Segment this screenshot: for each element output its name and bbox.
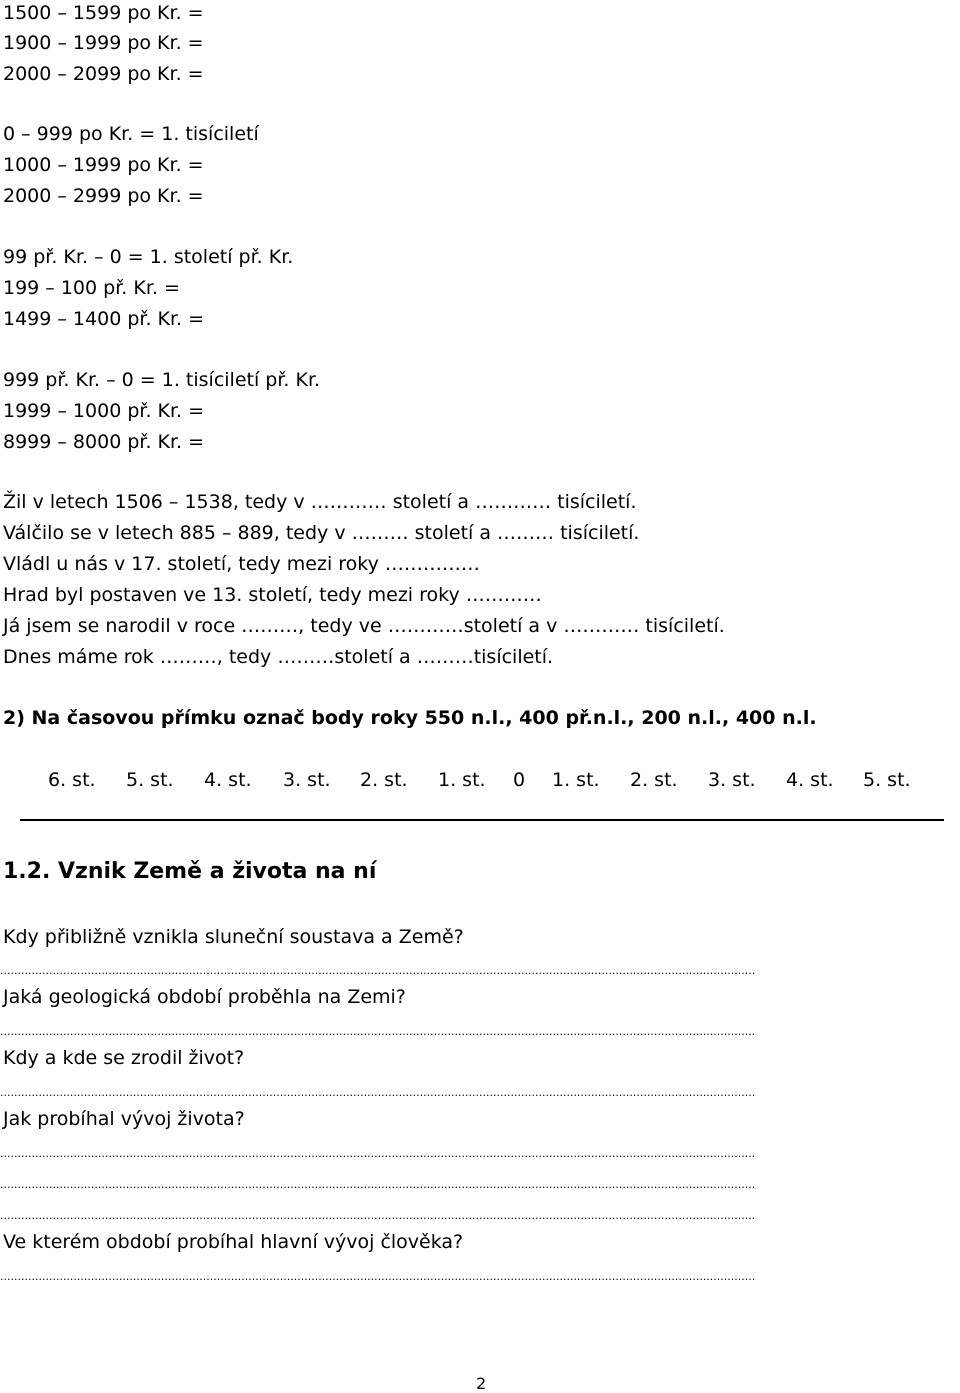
conversion-line: 1999 – 1000 př. Kr. = <box>3 400 205 422</box>
timeline-label: 5. st. <box>863 769 911 791</box>
conversion-line: 1000 – 1999 po Kr. = <box>3 154 204 176</box>
timeline-label: 1. st. <box>438 769 486 791</box>
conversion-line: 1900 – 1999 po Kr. = <box>3 32 204 54</box>
question: Jak probíhal vývoj života? <box>3 1108 245 1130</box>
timeline <box>0 768 960 792</box>
timeline-label: 5. st. <box>126 769 174 791</box>
question: Kdy přibližně vznikla sluneční soustava a Země? <box>3 926 464 948</box>
conversion-line: 1499 – 1400 př. Kr. = <box>3 308 205 330</box>
answer-line: ........................................................................................................................................................................................................................ <box>0 1028 756 1036</box>
conversion-line: 1500 – 1599 po Kr. = <box>3 2 204 24</box>
timeline-label: 1. st. <box>552 769 600 791</box>
timeline-label: 4. st. <box>204 769 252 791</box>
timeline-label: 0 <box>513 769 526 791</box>
question: Ve kterém období probíhal hlavní vývoj člověka? <box>3 1231 464 1253</box>
exercise-sentence: Válčilo se v letech 885 – 889, tedy v ……… století a ……… tisíciletí. <box>3 522 640 544</box>
answer-line: ........................................................................................................................................................................................................................ <box>0 1181 756 1189</box>
timeline-label: 3. st. <box>708 769 756 791</box>
timeline-axis <box>20 819 944 821</box>
timeline-label: 2. st. <box>360 769 408 791</box>
exercise-sentence: Já jsem se narodil v roce ………, tedy ve …………století a v ………… tisíciletí. <box>3 615 725 637</box>
page-number: 2 <box>476 1374 487 1393</box>
answer-line: ........................................................................................................................................................................................................................ <box>0 1089 756 1097</box>
conversion-line: 199 – 100 př. Kr. = <box>3 277 180 299</box>
timeline-label: 6. st. <box>48 769 96 791</box>
timeline-label: 3. st. <box>283 769 331 791</box>
answer-line: ........................................................................................................................................................................................................................ <box>0 967 756 975</box>
answer-line: ........................................................................................................................................................................................................................ <box>0 1212 756 1220</box>
task-instruction: 2) Na časovou přímku označ body roky 550 n.l., 400 př.n.l., 200 n.l., 400 n.l. <box>3 707 817 729</box>
conversion-line: 99 př. Kr. – 0 = 1. století př. Kr. <box>3 246 294 268</box>
conversion-line: 2000 – 2999 po Kr. = <box>3 185 204 207</box>
question: Jaká geologická období proběhla na Zemi? <box>3 986 406 1008</box>
answer-line: ........................................................................................................................................................................................................................ <box>0 1273 756 1281</box>
answer-line: ........................................................................................................................................................................................................................ <box>0 1150 756 1158</box>
conversion-line: 2000 – 2099 po Kr. = <box>3 63 204 85</box>
exercise-sentence: Žil v letech 1506 – 1538, tedy v ………… století a ………… tisíciletí. <box>3 491 637 513</box>
conversion-line: 8999 – 8000 př. Kr. = <box>3 431 205 453</box>
conversion-line: 999 př. Kr. – 0 = 1. tisíciletí př. Kr. <box>3 369 321 391</box>
section-title: 1.2. Vznik Země a života na ní <box>3 859 377 884</box>
conversion-line: 0 – 999 po Kr. = 1. tisíciletí <box>3 123 259 145</box>
question: Kdy a kde se zrodil život? <box>3 1047 245 1069</box>
exercise-sentence: Vládl u nás v 17. století, tedy mezi roky …………… <box>3 553 480 575</box>
timeline-label: 2. st. <box>630 769 678 791</box>
timeline-label: 4. st. <box>786 769 834 791</box>
exercise-sentence: Dnes máme rok ………, tedy ………století a ………tisíciletí. <box>3 646 554 668</box>
exercise-sentence: Hrad byl postaven ve 13. století, tedy mezi roky ………… <box>3 584 542 606</box>
